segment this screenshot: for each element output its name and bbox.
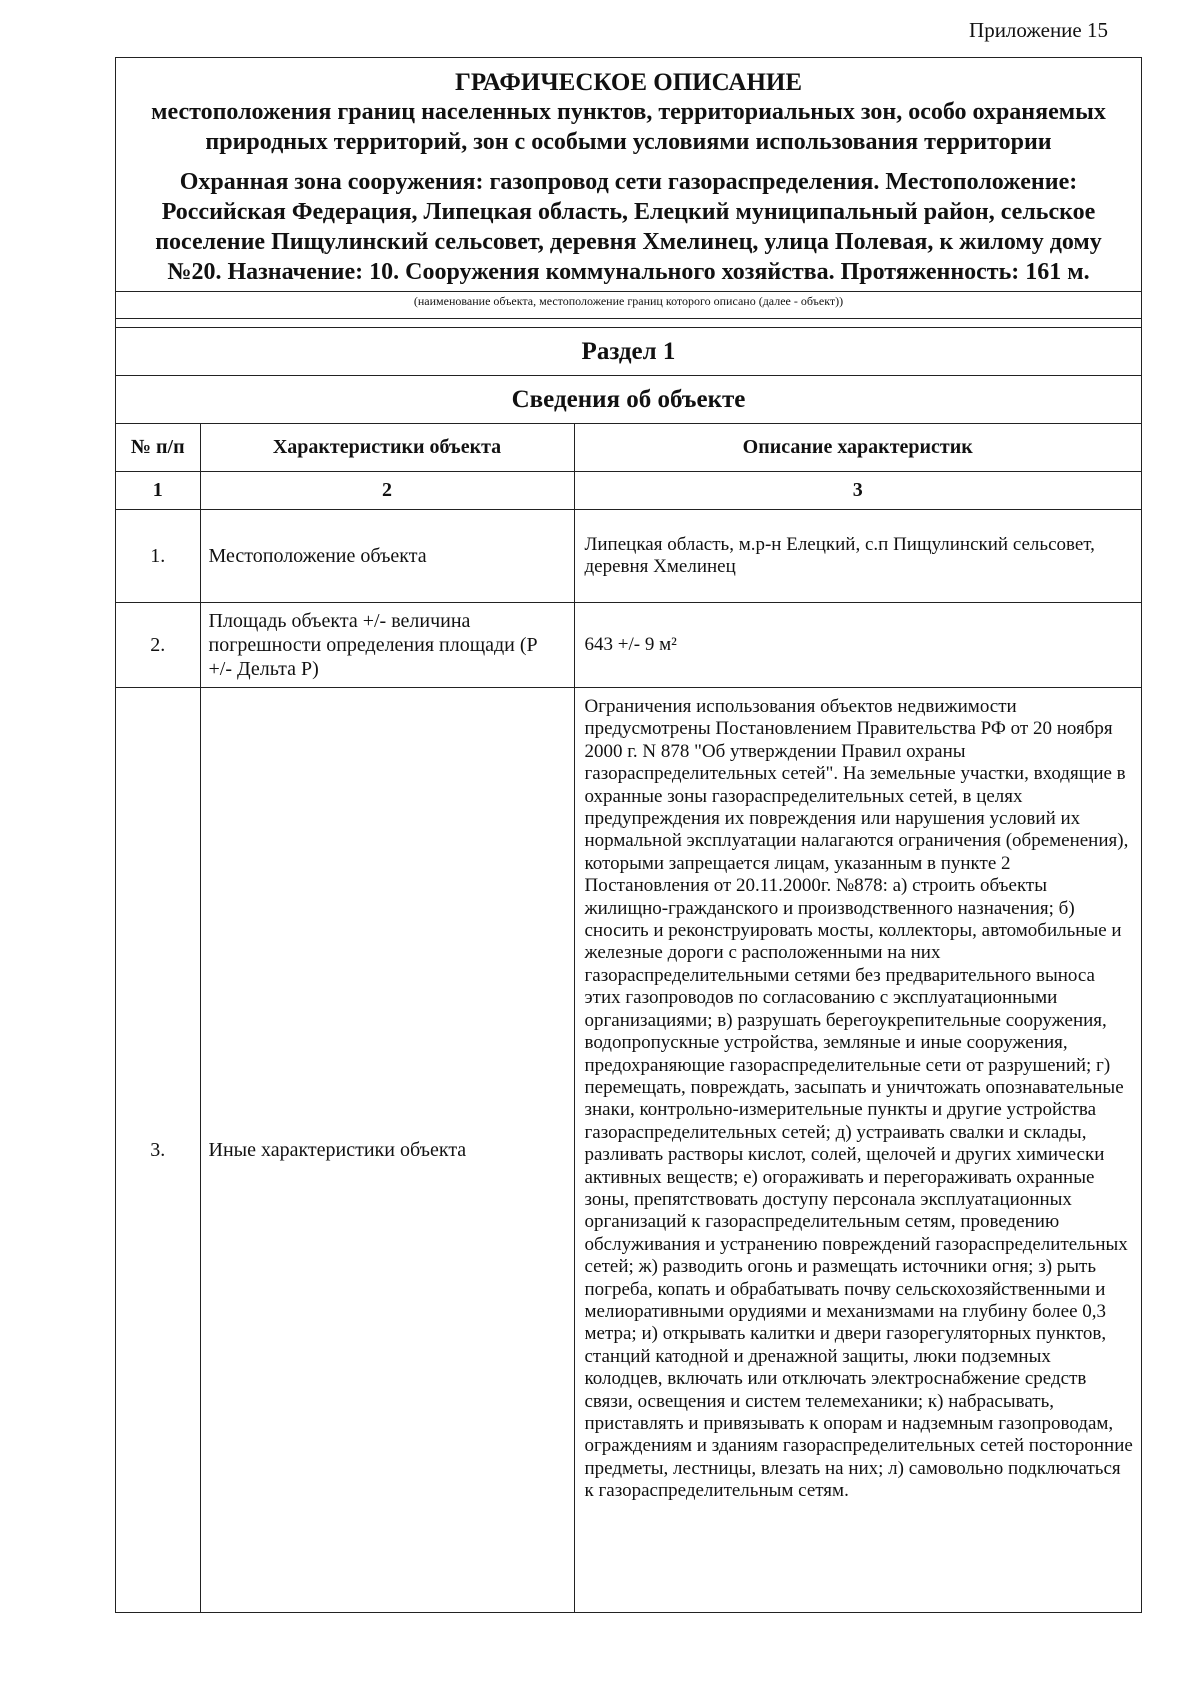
table-row <box>116 603 1141 688</box>
row-description: Ограничения использования объектов недвижимости предусмотрены Постановлением Правительства РФ от 20 ноября 2000 г. N 878 "Об утверждении Правил охраны газораспределительных сетей". На земельные участки, входящие в охранные зоны газораспределительных сетей, в целях предупреждения их повреждения или нарушения условий их нормальной эксплуатации налагаются ограничения (обременения), которыми запрещается лицам, указанным в пункте 2 Постановления от 20.11.2000г. №878: а) строить объекты жилищно-гражданского и производственного назначения; б) сносить и реконструировать мосты, коллекторы, автомобильные и железные дороги с расположенными на них газораспределительными сетями без предварительного выноса этих газопроводов по согласованию с эксплуатационными организациями; в) разрушать берегоукрепительные сооружения, водопропускные устройства, земляные и иные сооружения, предохраняющие газораспределительные сети от разрушений; г) перемещать, повреждать, засыпать и уничтожать опознавательные знаки, контрольно-измерительные пункты и другие устройства газораспределительных сетей; д) устраивать свалки и склады, разливать растворы кислот, солей, щелочей и других химически активных веществ; е) огораживать и перегораживать охранные зоны, препятствовать доступу персонала эксплуатационных организаций к газораспределительным сетям, проведению обслуживания и устранению повреждений газораспределительных сетей; ж) разводить огонь и размещать источники огня; з) рыть погреба, копать и обрабатывать почву сельскохозяйственными и мелиоративными орудиями и механизмами на глубину более 0,3 метра; и) открывать калитки и двери газорегуляторных пунктов, станций катодной и дренажной защиты, люки подземных колодцев, включать или отключать электроснабжение средств связи, освещения и систем телемеханики; к) набрасывать, приставлять и привязывать к опорам и надземным газопроводам, ограждениям и зданиям газораспределительных сетей посторонние предметы, лестницы, влезать на них; л) самовольно подключаться к газораспределительным сетям. <box>574 688 1141 1613</box>
row-description: 643 +/- 9 м² <box>574 603 1141 688</box>
row-description: Липецкая область, м.р-н Елецкий, с.п Пищулинский сельсовет, деревня Хмелинец <box>574 510 1141 603</box>
section-title: Раздел 1 <box>116 328 1141 376</box>
column-header: Описание характеристик <box>574 424 1141 472</box>
section-row <box>116 328 1141 376</box>
column-number: 1 <box>116 472 200 510</box>
row-number: 1. <box>116 510 200 603</box>
row-characteristic: Иные характеристики объекта <box>200 688 574 1613</box>
spacer-row <box>116 318 1141 327</box>
section-subtitle: Сведения об объекте <box>116 376 1141 424</box>
column-header: № п/п <box>116 424 200 472</box>
document-title: ГРАФИЧЕСКОЕ ОПИСАНИЕ <box>454 69 803 96</box>
row-number: 2. <box>116 603 200 688</box>
table-header-row <box>116 424 1141 472</box>
row-characteristic: Площадь объекта +/- величина погрешности определения площади (Р +/- Дельта Р) <box>200 603 574 688</box>
row-characteristic: Местоположение объекта <box>200 510 574 603</box>
document-header <box>116 58 1141 291</box>
table-row <box>116 510 1141 603</box>
appendix-label: Приложение 15 <box>969 18 1108 42</box>
column-number-row <box>116 472 1141 510</box>
object-info-table <box>116 327 1141 1612</box>
section-subtitle-row <box>116 376 1141 424</box>
document-frame <box>115 57 1142 1613</box>
document-subtitle: местоположения границ населенных пунктов, территориальных зон, особо охраняемых природных территорий, зон с особыми условиями использования территории <box>151 99 1106 155</box>
column-header: Характеристики объекта <box>200 424 574 472</box>
object-name: Охранная зона сооружения: газопровод сети газораспределения. Местоположение: Российская Федерация, Липецкая область, Елецкий муниципальный район, сельское поселение Пищулинский сельсовет, деревня Хмелинец, улица Полевая, к жилому дому №20. Назначение: 10. Сооружения коммунального хозяйства. Протяженность: 161 м. <box>155 169 1102 285</box>
column-number: 3 <box>574 472 1141 510</box>
column-number: 2 <box>200 472 574 510</box>
row-number: 3. <box>116 688 200 1613</box>
table-row <box>116 688 1141 1613</box>
object-name-note: (наименование объекта, местоположение границ которого описано (далее - объект)) <box>116 291 1141 318</box>
